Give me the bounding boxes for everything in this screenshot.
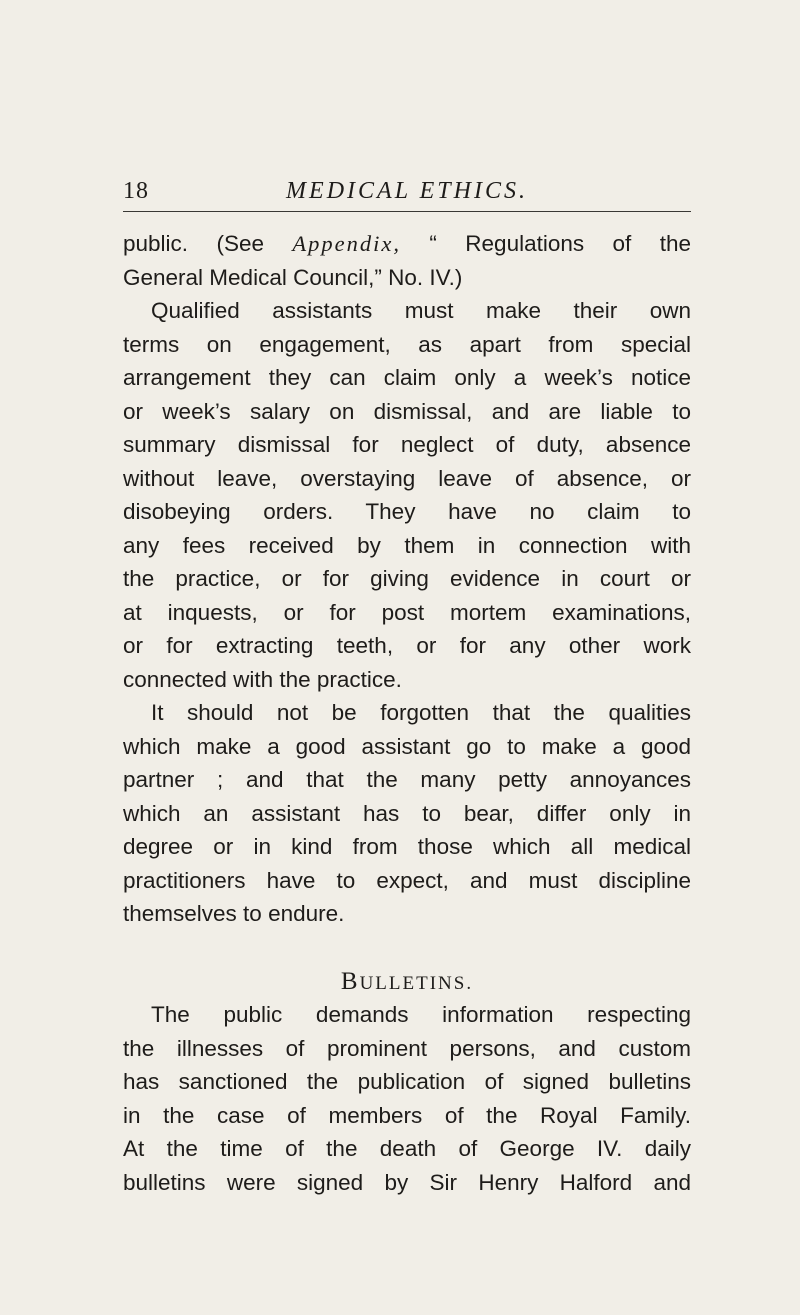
text-line: public. (See Appendix, “ Regulations of the [123, 231, 691, 256]
text-line: which an assistant has to bear, differ only in [123, 800, 691, 826]
body-text [123, 227, 691, 1199]
text-line: or week’s salary on dismissal, and are liable to [123, 398, 691, 424]
text-line: the illnesses of prominent persons, and custom [123, 1035, 691, 1061]
text-line: degree or in kind from those which all medical [123, 834, 691, 859]
text-line: themselves to endure. [123, 901, 345, 926]
text-line: bulletins were signed by Sir Henry Halford and [123, 1169, 691, 1195]
appendix-reference: Appendix, [292, 231, 401, 256]
text-line: It should not be forgotten that the qualities [151, 700, 691, 725]
text-line: The public demands information respecting [151, 1002, 691, 1027]
header-rule [123, 211, 691, 212]
text-line: any fees received by them in connection with [123, 532, 691, 558]
text-line: General Medical Council,” No. IV.) [123, 264, 463, 290]
text-line: disobeying orders. They have no claim to [123, 499, 691, 524]
text-line: arrangement they can claim only a week’s notice [123, 365, 691, 390]
text-line: partner ; and that the many petty annoyances [123, 767, 691, 792]
text-line: Qualified assistants must make their own [151, 298, 691, 323]
text-line: at inquests, or for post mortem examinations, [123, 599, 691, 625]
text-line: summary dismissal for neglect of duty, absence [123, 432, 691, 457]
running-title: MEDICAL ETHICS. [286, 178, 528, 204]
text-line: which make a good assistant go to make a good [123, 733, 691, 759]
page-header [123, 178, 691, 212]
text-line: At the time of the death of George IV. daily [123, 1136, 691, 1161]
text-line: the practice, or for giving evidence in court or [123, 566, 691, 591]
section-heading: BULLETINS. [340, 967, 474, 995]
text-line: connected with the practice. [123, 666, 402, 692]
text-line: without leave, overstaying leave of absence, or [123, 465, 691, 491]
text-line: in the case of members of the Royal Family. [123, 1102, 691, 1128]
text-line: terms on engagement, as apart from special [123, 331, 691, 357]
page-number: 18 [123, 178, 149, 204]
text-line: has sanctioned the publication of signed bulletins [123, 1069, 691, 1094]
text-line: practitioners have to expect, and must discipline [123, 867, 691, 893]
text-line: or for extracting teeth, or for any other work [123, 633, 691, 658]
